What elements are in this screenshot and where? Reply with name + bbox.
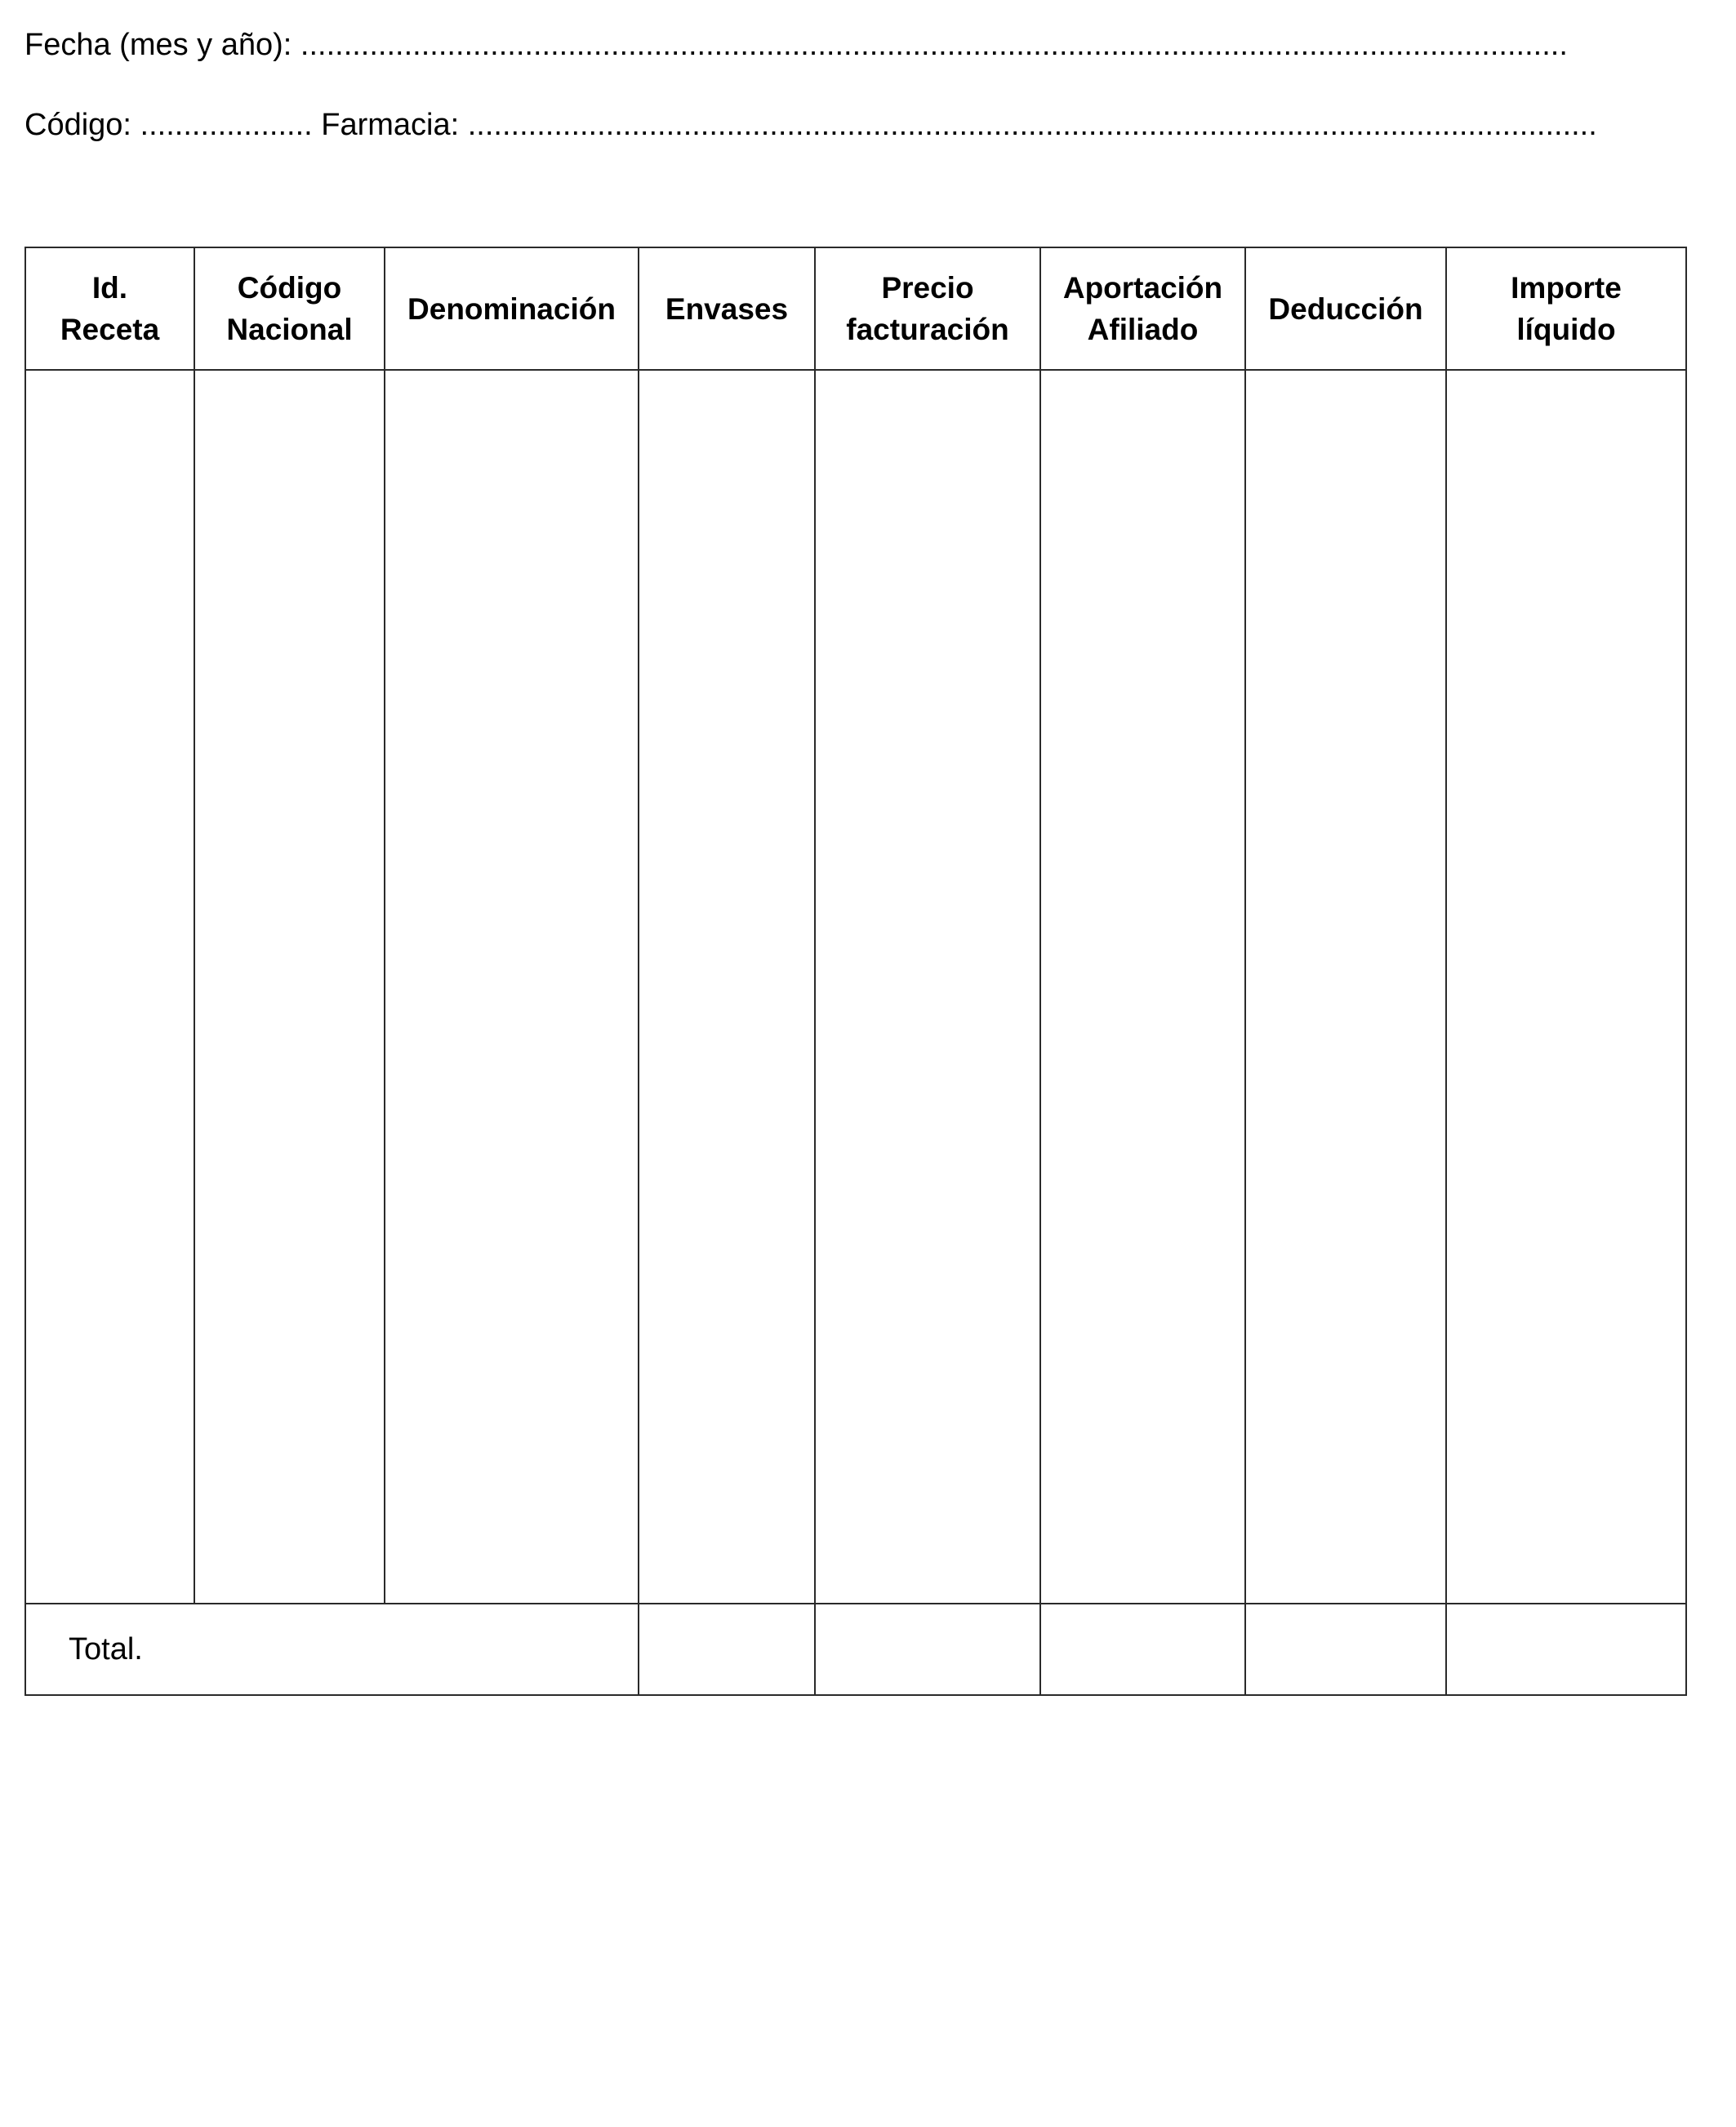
fecha-label: Fecha (mes y año):	[24, 28, 292, 62]
column-header-deduccion	[1245, 247, 1446, 370]
header-text: líquido	[1516, 313, 1616, 346]
header-text: Importe	[1511, 271, 1622, 305]
farmacia-label: Farmacia:	[321, 108, 460, 142]
header-text: Precio	[881, 271, 974, 305]
header-text: Aportación	[1062, 271, 1223, 305]
column-header-importe-liquido	[1446, 247, 1686, 370]
table-body-row	[25, 370, 1686, 1604]
header-text: Denominación	[407, 291, 616, 326]
recetas-table	[24, 247, 1687, 1696]
header-text: Deducción	[1268, 291, 1423, 326]
cell-importe-liquido[interactable]	[1446, 370, 1686, 1604]
total-envases-cell[interactable]	[639, 1604, 815, 1695]
header-text: Receta	[60, 313, 160, 346]
column-header-denominacion	[385, 247, 639, 370]
codigo-label: Código:	[24, 108, 131, 142]
cell-denominacion[interactable]	[385, 370, 639, 1604]
cell-envases[interactable]	[639, 370, 815, 1604]
header-text: Código	[237, 271, 342, 305]
column-header-envases	[639, 247, 815, 370]
total-deduccion-cell[interactable]	[1245, 1604, 1446, 1695]
header-text: Envases	[665, 291, 789, 326]
codigo-farmacia-field	[24, 106, 1597, 144]
cell-aportacion-afiliado[interactable]	[1040, 370, 1245, 1604]
cell-deduccion[interactable]	[1245, 370, 1446, 1604]
column-header-id-receta	[25, 247, 194, 370]
total-row	[25, 1604, 1686, 1695]
fecha-value[interactable]: ...................................................................................................................................................	[300, 28, 1568, 62]
column-header-codigo-nacional	[194, 247, 385, 370]
cell-codigo-nacional[interactable]	[194, 370, 385, 1604]
header-text: Id.	[91, 271, 128, 305]
total-importe-liquido-cell[interactable]	[1446, 1604, 1686, 1695]
cell-precio-facturacion[interactable]	[815, 370, 1040, 1604]
codigo-value[interactable]: ....................	[140, 108, 313, 142]
total-aportacion-afiliado-cell[interactable]	[1040, 1604, 1245, 1695]
header-text: Afiliado	[1087, 313, 1199, 346]
table-header-row	[25, 247, 1686, 370]
farmacia-value[interactable]: ...................................................................................................................................	[467, 108, 1597, 142]
column-header-aportacion-afiliado	[1040, 247, 1245, 370]
total-label: Total.	[25, 1604, 639, 1695]
cell-id-receta[interactable]	[25, 370, 194, 1604]
total-precio-facturacion-cell[interactable]	[815, 1604, 1040, 1695]
column-header-precio-facturacion	[815, 247, 1040, 370]
header-text: Nacional	[226, 313, 353, 346]
header-text: facturación	[846, 313, 1009, 346]
fecha-field	[24, 26, 1568, 64]
